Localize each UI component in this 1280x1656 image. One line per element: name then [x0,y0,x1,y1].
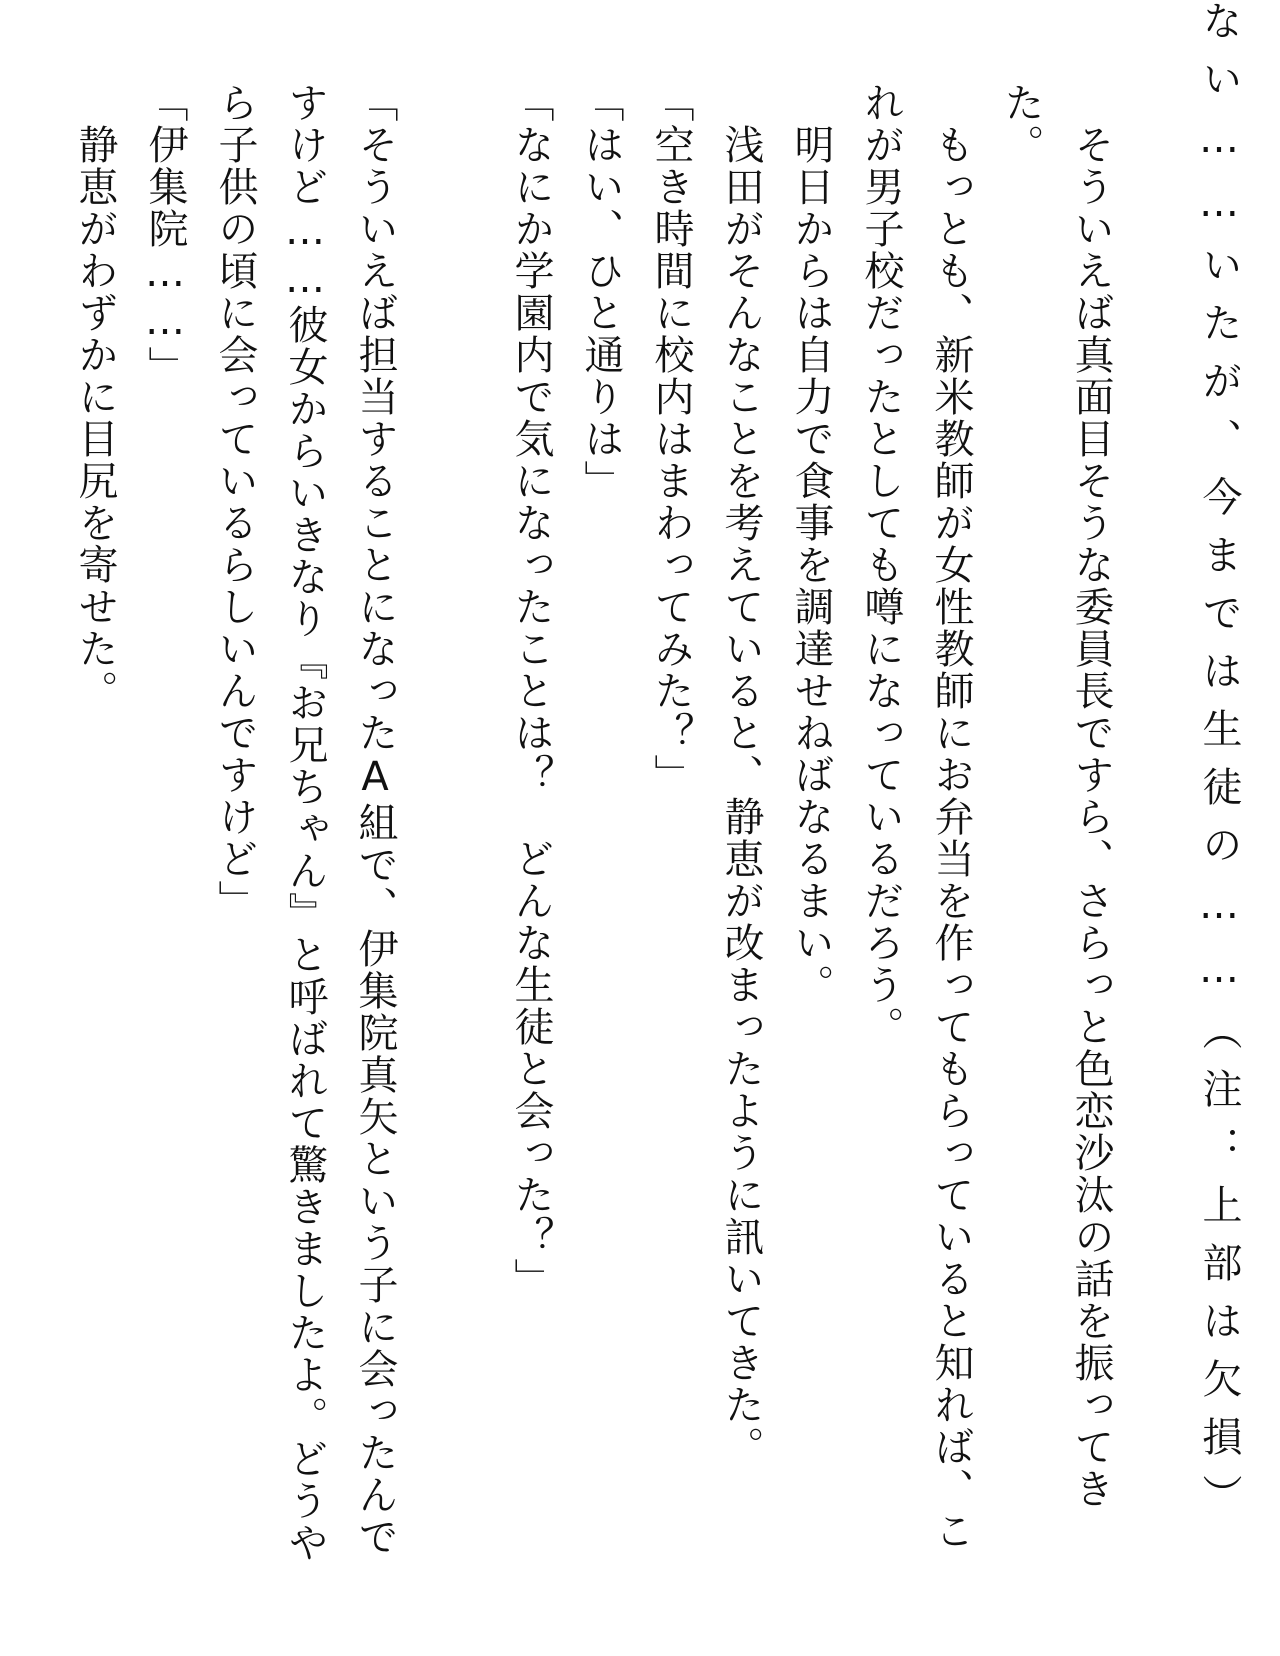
text-column: た。 [998,82,1044,166]
dialogue-line: 「空き時間に校内はまわってみた？」 [648,82,694,796]
text-column: そういえば真面目そうな委員長ですら、さらっと色恋沙汰の話を振ってき [1068,82,1114,1510]
text-column: もっとも、新米教師が女性教師にお弁当を作ってもらっていると知れば、こ [928,82,974,1552]
text-column: 静恵がわずかに目尻を寄せた。 [72,82,118,712]
dialogue-line: 「伊集院……」 [142,82,188,388]
dialogue-line: 「なにか学園内で気になったことは？ どんな生徒と会った？」 [508,82,554,1300]
text-column: すけど……彼女からいきなり『お兄ちゃん』と呼ばれて驚きましたよ。どうや [282,82,328,1564]
text-column: 浅田がそんなことを考えていると、静恵が改まったように訊いてきた。 [718,82,764,1468]
text-column: れが男子校だったとしても噂になっているだろう。 [858,82,904,1048]
cut-off-text: ない……いたが、今までは生徒の……（注：上部は欠損） [1196,0,1242,1532]
dialogue-line: 「はい、ひと通りは」 [578,82,624,502]
cut-off-column [1186,0,1252,1532]
text-column: 明日からは自力で食事を調達せねばなるまい。 [788,82,834,1006]
text-column: ら子供の頃に会っているらしいんですけど」 [212,82,258,922]
dialogue-line: 「そういえば担当することになったA組で、伊集院真矢という子に会ったんで [352,82,398,1558]
